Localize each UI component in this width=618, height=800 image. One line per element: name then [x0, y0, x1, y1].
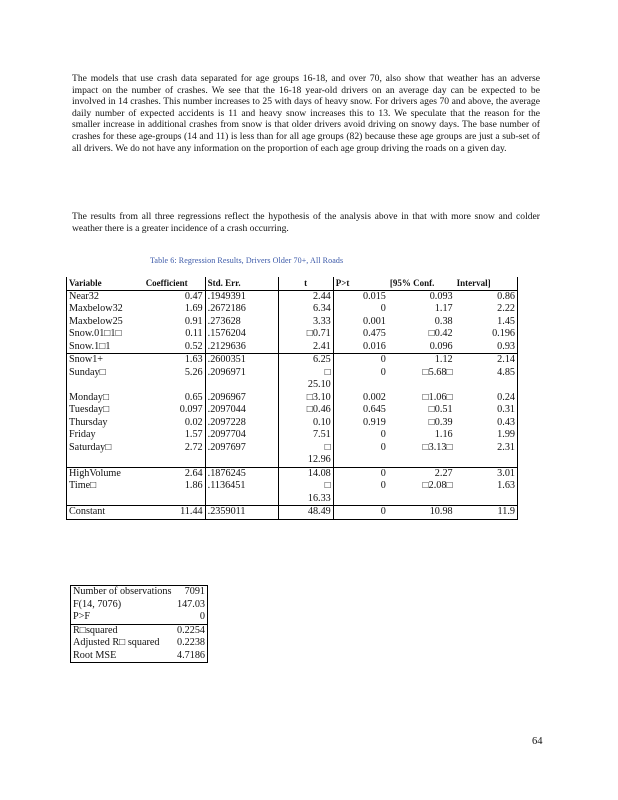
cell-hi: 11.9	[455, 506, 518, 520]
header-variable: Variable	[67, 277, 144, 290]
cell-lo: 1.17	[434, 303, 453, 314]
cell-var: Constant	[67, 506, 144, 520]
regression-table	[66, 277, 518, 520]
cell-t: 7.51	[278, 429, 333, 442]
cell-hi: 2.31	[455, 442, 518, 468]
stats-value: 4.7186	[176, 649, 205, 661]
page-number: 64	[532, 736, 543, 747]
cell-t: 2.41	[278, 341, 333, 354]
regression-table-body	[67, 290, 518, 519]
header-std-err: Std. Err.	[205, 277, 278, 290]
stats-value: 147.03	[176, 598, 205, 610]
header-conf-high: Interval]	[455, 277, 518, 290]
cell-t: 2.44	[278, 290, 333, 303]
table-row	[67, 290, 518, 303]
stats-value: 0	[199, 611, 205, 622]
cell-t: 14.08	[278, 467, 333, 480]
cell-lo: □5.68□	[422, 366, 453, 378]
header-conf-low: [95% Conf.	[388, 277, 455, 290]
cell-hi: 2.22	[455, 303, 518, 316]
cell-t-sign: □	[324, 441, 331, 453]
cell-lo: □1.06□	[422, 391, 453, 403]
cell-coef: 0.47	[144, 290, 205, 303]
cell-coef: 0.02	[144, 417, 205, 430]
cell-t-stacked	[278, 442, 333, 468]
table-row	[67, 392, 518, 405]
cell-se: .2097704	[205, 429, 278, 442]
cell-lo: □2.08□	[388, 480, 455, 506]
cell-t-sign: □	[324, 366, 331, 378]
cell-lo: □3.13□	[388, 442, 455, 468]
cell-coef: 1.69	[144, 303, 205, 316]
cell-p: 0	[333, 480, 388, 506]
stats-value: 7091	[184, 586, 205, 597]
stats-value: 0.2238	[176, 637, 205, 648]
stats-row	[71, 650, 208, 663]
cell-var: Sunday□	[67, 367, 144, 392]
cell-lo: □0.42	[428, 328, 453, 339]
cell-se: .273628	[205, 316, 278, 329]
cell-var: Near32	[67, 290, 144, 303]
cell-hi: 4.85	[455, 367, 518, 392]
cell-t: □3.10	[278, 392, 333, 405]
cell-var: Maxbelow25	[67, 316, 144, 329]
cell-se: .1576204	[205, 328, 278, 341]
cell-var: Monday□	[67, 392, 144, 405]
table-row	[67, 417, 518, 430]
cell-t: 3.33	[278, 316, 333, 329]
cell-hi: 3.01	[455, 467, 518, 480]
cell-lo: 1.16	[434, 429, 453, 440]
cell-t: □0.46	[278, 404, 333, 417]
header-coefficient: Coefficient	[144, 277, 205, 290]
cell-p: 0.015	[362, 290, 386, 302]
stats-label: F(14, 7076)	[73, 598, 122, 610]
cell-hi: 0.43	[455, 417, 518, 430]
cell-t: 48.49	[278, 506, 333, 520]
cell-p: 0.475	[362, 328, 386, 339]
stats-row	[71, 586, 208, 599]
cell-coef: 0.097	[144, 404, 205, 417]
cell-p: 0	[380, 467, 386, 479]
cell-var: Thursday	[67, 417, 144, 430]
cell-lo: □0.51	[428, 404, 453, 415]
header-t: t	[278, 277, 333, 290]
cell-t-stacked	[278, 367, 333, 392]
stats-label: Adjusted R□ squared	[73, 637, 160, 648]
cell-lo: 0.093	[429, 290, 453, 302]
cell-se: .1136451	[205, 480, 278, 506]
stats-row	[71, 637, 208, 650]
cell-lo: 1.12	[434, 354, 453, 365]
cell-t-sign: □	[324, 480, 331, 491]
cell-se: .2096967	[205, 392, 278, 405]
cell-hi: 0.196	[455, 328, 518, 341]
cell-p: 0.645	[362, 404, 386, 415]
cell-hi: 0.93	[455, 341, 518, 354]
table-header-row	[67, 277, 518, 290]
table-row	[67, 303, 518, 316]
cell-t-value: 16.33	[307, 492, 331, 504]
cell-coef: 0.91	[144, 316, 205, 329]
cell-coef: 1.57	[144, 429, 205, 442]
cell-se: .2672186	[205, 303, 278, 316]
cell-p: 0	[380, 354, 386, 365]
table-caption: Table 6: Regression Results, Drivers Older 70+, All Roads	[150, 256, 344, 265]
cell-coef: 1.63	[144, 354, 205, 367]
cell-coef: 5.26	[144, 367, 205, 392]
cell-t-value: 25.10	[307, 379, 331, 390]
cell-lo: 2.27	[434, 467, 453, 479]
cell-coef: 0.11	[144, 328, 205, 341]
cell-lo: 0.38	[434, 315, 453, 327]
stats-row	[71, 599, 208, 612]
cell-p: 0	[380, 366, 386, 378]
stats-value: 0.2254	[175, 624, 208, 637]
cell-var: Snow.01□1□	[67, 328, 144, 341]
cell-p: 0.016	[333, 341, 388, 354]
cell-p: 0	[380, 303, 386, 314]
table-row	[67, 442, 518, 468]
cell-p: 0.002	[362, 391, 386, 403]
cell-coef: 0.65	[144, 392, 205, 405]
cell-se: .2129636	[205, 341, 278, 354]
cell-se: .1949391	[205, 290, 278, 303]
stats-label: P>F	[73, 611, 91, 622]
cell-p: 0	[333, 442, 388, 468]
cell-se: .2097228	[205, 417, 278, 430]
cell-coef: 0.52	[144, 341, 205, 354]
cell-hi: 1.63	[455, 480, 518, 506]
cell-t: □0.71	[278, 328, 333, 341]
table-row	[67, 316, 518, 329]
table-row	[67, 354, 518, 367]
cell-var: Time□	[67, 480, 144, 506]
cell-var: Saturday□	[67, 442, 144, 468]
table-row	[67, 404, 518, 417]
body-paragraph-1: The models that use crash data separated for age groups 16-18, and over 70, also show that weather has an adverse impact on the number of crashes. We see that the 16-18 year-old drivers on an average day can be expected to be involved in 14 crashes. This number increases to 25 with days of heavy snow. For drivers ages 70 and above, the average daily number of expected accidents is 11 and heavy snow increases this to 13. We speculate that the reason for the smaller increase in additional crashes from snow is that older drivers avoid driving on snowy days. The base number of crashes for these age-groups (14 and 11) is less than for all age groups (82) because these age groups are just a sub-set of all drivers. We do not have any information on the proportion of each age group driving the roads on a given day.	[72, 73, 540, 154]
table-row	[67, 467, 518, 480]
cell-se: .1876245	[205, 467, 278, 480]
cell-p: 0	[380, 429, 386, 440]
cell-lo: 0.096	[388, 341, 455, 354]
stats-label: Root MSE	[73, 649, 117, 661]
cell-t-stacked	[278, 480, 333, 506]
cell-hi: 0.86	[455, 290, 518, 303]
cell-hi: 0.24	[455, 392, 518, 405]
cell-se: .2097697	[205, 442, 278, 468]
cell-t: 6.25	[278, 354, 333, 367]
cell-se: .2096971	[205, 367, 278, 392]
cell-coef: 2.72	[144, 442, 205, 468]
cell-coef: 2.64	[144, 467, 205, 480]
cell-se: .2600351	[205, 354, 278, 367]
cell-var: Friday	[67, 429, 144, 442]
table-row	[67, 480, 518, 506]
cell-p: 0	[333, 506, 388, 520]
stats-row	[71, 611, 208, 624]
stats-row	[71, 624, 208, 637]
cell-hi: 2.14	[455, 354, 518, 367]
cell-var: HighVolume	[67, 467, 144, 480]
header-p: P>t	[333, 277, 388, 290]
body-paragraph-2: The results from all three regressions reflect the hypothesis of the analysis above in that with more snow and colder weather there is a greater incidence of a crash occurring.	[72, 211, 540, 234]
cell-hi: 1.99	[455, 429, 518, 442]
cell-lo: □0.39	[428, 416, 453, 428]
table-row	[67, 328, 518, 341]
stats-label: R□squared	[71, 624, 175, 637]
table-row	[67, 367, 518, 392]
cell-t: 6.34	[278, 303, 333, 316]
stats-label: Number of observations	[73, 586, 172, 597]
cell-lo: 10.98	[388, 506, 455, 520]
cell-p: 0.001	[362, 315, 386, 327]
cell-p: 0.919	[362, 416, 386, 428]
cell-coef: 1.86	[144, 480, 205, 506]
table-row	[67, 341, 518, 354]
cell-se: .2359011	[205, 506, 278, 520]
table-row	[67, 506, 518, 520]
cell-t: 0.10	[278, 417, 333, 430]
table-row	[67, 429, 518, 442]
cell-t-value: 12.96	[307, 454, 331, 465]
cell-var: Snow1+	[67, 354, 144, 367]
cell-var: Snow.1□1	[67, 341, 144, 354]
model-stats-table	[70, 585, 208, 663]
cell-coef: 11.44	[144, 506, 205, 520]
cell-var: Maxbelow32	[67, 303, 144, 316]
cell-var: Tuesday□	[67, 404, 144, 417]
cell-hi: 0.31	[455, 404, 518, 417]
cell-hi: 1.45	[455, 316, 518, 329]
cell-se: .2097044	[205, 404, 278, 417]
